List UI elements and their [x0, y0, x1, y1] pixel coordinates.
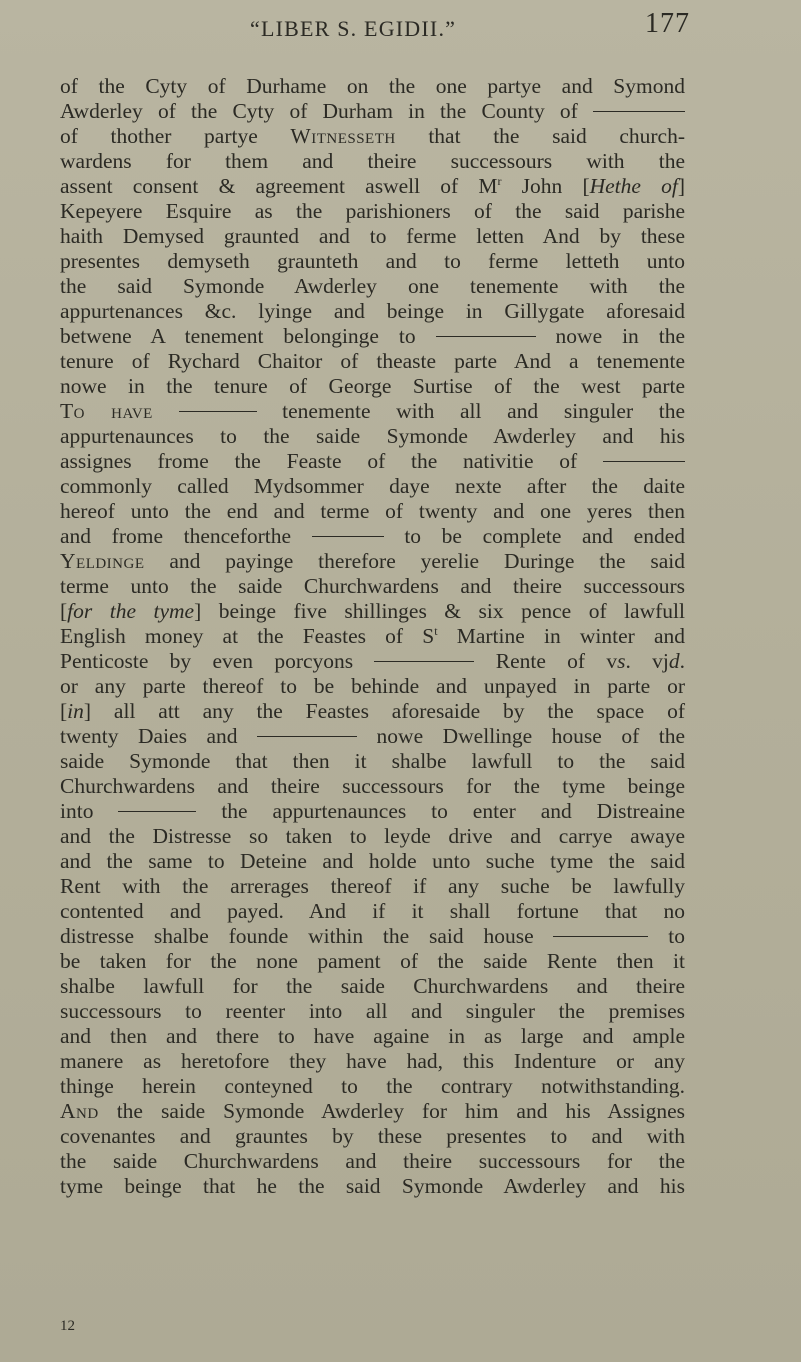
- text-line: be taken for the none pament of the saide Rente then it: [60, 949, 685, 973]
- text-line: Kepeyere Esquire as the parishioners of the said parishe: [60, 199, 685, 223]
- text-line: assignes frome the Feaste of the nativitie of: [60, 449, 685, 474]
- text-line: tenure of Rychard Chaitor of theaste parte And a tenemente: [60, 349, 685, 373]
- text-line: the said Symonde Awderley one tenemente with the: [60, 274, 685, 298]
- running-title: “LIBER S. EGIDII.”: [250, 16, 457, 41]
- text-line: Awderley of the Cyty of Durham in the County of: [60, 99, 685, 124]
- text-line: Yeldinge and payinge therefore yerelie Duringe the said: [60, 549, 685, 573]
- blank-dash: [179, 411, 257, 412]
- text-line: appurtenances &c. lyinge and beinge in Gillygate aforesaid: [60, 299, 685, 323]
- text-line: twenty Daies and nowe Dwellinge house of the: [60, 724, 686, 748]
- text-line: assent consent & agreement aswell of $M^r$ John [Hethe of]: [60, 174, 686, 198]
- text-line: To have tenemente with all and singuler the: [60, 399, 686, 423]
- text-line: into the appurtenaunces to enter and Distreaine: [60, 799, 686, 823]
- text-line: and frome thenceforthe to be complete and ended: [60, 524, 685, 548]
- text-line: the saide Churchwardens and theire successours for the: [60, 1149, 685, 1173]
- text-line: Rent with the arrerages thereof if any suche be lawfully: [60, 874, 685, 898]
- text-line: Penticoste by even porcyons Rente of vs. vjd.: [60, 649, 686, 673]
- text-line: and then and there to have againe in as large and ample: [60, 1024, 685, 1048]
- body-text: [60, 74, 685, 1199]
- text-line: And the saide Symonde Awderley for him and his Assignes: [60, 1099, 686, 1123]
- text-line: wardens for them and theire successours with the: [60, 149, 685, 173]
- text-line: tyme beinge that he the said Symonde Awderley and his: [60, 1174, 685, 1198]
- blank-dash: [374, 661, 474, 662]
- text-line: saide Symonde that then it shalbe lawfull to the said: [60, 749, 685, 773]
- blank-dash: [436, 336, 536, 337]
- text-line: manere as heretofore they have had, this Indenture or any: [60, 1049, 685, 1073]
- signature-mark: 12: [60, 1318, 75, 1334]
- text-line: hereof unto the end and terme of twenty and one yeres then: [60, 499, 685, 523]
- text-line: distresse shalbe founde within the said house to: [60, 924, 686, 948]
- blank-dash: [553, 936, 648, 937]
- text-line: and the Distresse so taken to leyde drive and carrye awaye: [60, 824, 685, 848]
- text-line: successours to reenter into all and singuler the premises: [60, 999, 685, 1023]
- text-line: and the same to Deteine and holde unto suche tyme the said: [60, 849, 685, 873]
- blank-dash: [118, 811, 196, 812]
- text-line: appurtenaunces to the saide Symonde Awderley and his: [60, 424, 685, 448]
- blank-dash: [257, 736, 357, 737]
- text-line: shalbe lawfull for the saide Churchwardens and theire: [60, 974, 685, 998]
- text-line: of the Cyty of Durhame on the one partye and Symond: [60, 74, 685, 98]
- text-line: betwene A tenement belonginge to nowe in the: [60, 324, 686, 348]
- text-line: or any parte thereof to be behinde and unpayed in parte or: [60, 674, 685, 698]
- text-line: contented and payed. And if it shall fortune that no: [60, 899, 685, 923]
- text-line: commonly called Mydsommer daye nexte after the daite: [60, 474, 685, 498]
- blank-dash: [312, 536, 384, 537]
- text-line: Churchwardens and theire successours for the tyme beinge: [60, 774, 685, 798]
- text-line: [for the tyme] beinge five shillinges & six pence of lawfull: [60, 599, 685, 623]
- text-line: terme unto the saide Churchwardens and theire successours: [60, 574, 685, 598]
- text-line: thinge herein conteyned to the contrary notwithstanding.: [60, 1074, 685, 1098]
- text-line: [in] all att any the Feastes aforesaide by the space of: [60, 699, 685, 723]
- blank-dash: [593, 111, 685, 112]
- text-line: presentes demyseth graunteth and to ferme letteth unto: [60, 249, 685, 273]
- text-line: of thother partye Witnesseth that the said church-: [60, 124, 685, 148]
- running-head: [250, 6, 690, 58]
- text-line: nowe in the tenure of George Surtise of the west parte: [60, 374, 685, 398]
- text-line: English money at the Feastes of $S^t$ Martine in winter and: [60, 624, 686, 648]
- page-number: 177: [645, 8, 690, 39]
- blank-dash: [603, 461, 685, 462]
- text-line: haith Demysed graunted and to ferme letten And by these: [60, 224, 685, 248]
- text-line: covenantes and grauntes by these presentes to and with: [60, 1124, 685, 1148]
